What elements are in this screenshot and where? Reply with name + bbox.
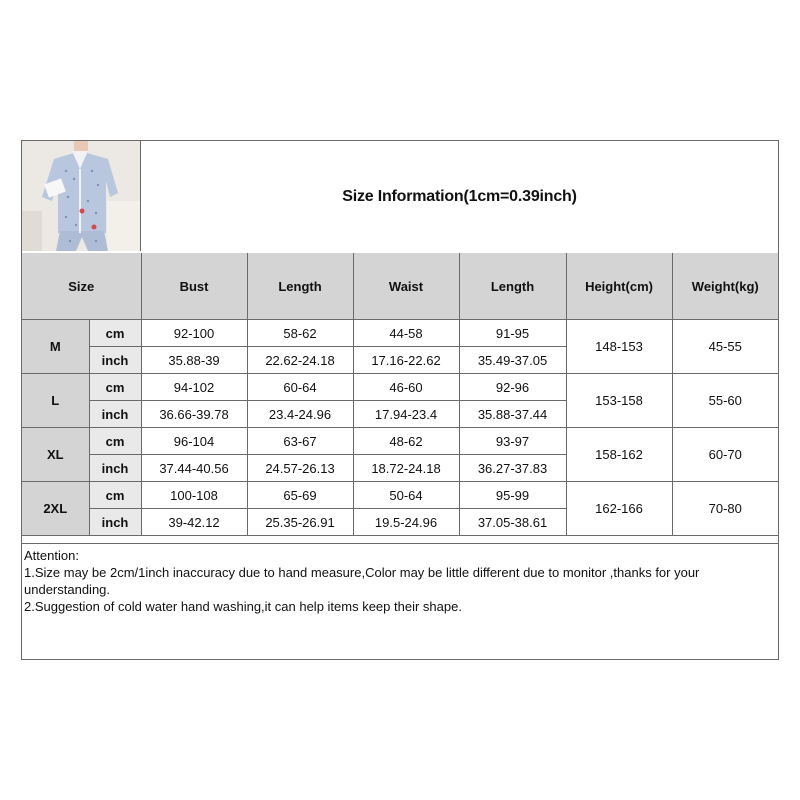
table-header-row (22, 253, 778, 320)
size-table (22, 253, 778, 536)
table-cell: 18.72-24.18 (353, 455, 459, 482)
table-cell: 19.5-24.96 (353, 509, 459, 536)
table-row (22, 320, 778, 347)
note-line-1: 1.Size may be 2cm/1inch inaccuracy due to hand measure,Color may be little different due to monitor ,thanks for your understanding. (24, 565, 700, 597)
table-cell: 65-69 (247, 482, 353, 509)
table-cell: 63-67 (247, 428, 353, 455)
header-pants-length: Length (459, 253, 566, 320)
table-cell: 91-95 (459, 320, 566, 347)
table-cell: 95-99 (459, 482, 566, 509)
size-label: L (22, 374, 89, 428)
unit-label: inch (89, 509, 141, 536)
table-cell: 58-62 (247, 320, 353, 347)
height-cell: 158-162 (566, 428, 672, 482)
unit-label: inch (89, 455, 141, 482)
unit-label: cm (89, 320, 141, 347)
table-row (22, 428, 778, 455)
size-label: M (22, 320, 89, 374)
unit-label: cm (89, 374, 141, 401)
table-cell: 25.35-26.91 (247, 509, 353, 536)
table-cell: 50-64 (353, 482, 459, 509)
size-chart (21, 140, 779, 660)
size-label: XL (22, 428, 89, 482)
height-cell: 153-158 (566, 374, 672, 428)
height-cell: 148-153 (566, 320, 672, 374)
table-cell: 36.27-37.83 (459, 455, 566, 482)
product-photo (22, 141, 141, 251)
header-waist: Waist (353, 253, 459, 320)
table-cell: 60-64 (247, 374, 353, 401)
note-line-2: 2.Suggestion of cold water hand washing,it can help items keep their shape. (24, 599, 462, 614)
table-cell: 92-96 (459, 374, 566, 401)
table-cell: 96-104 (141, 428, 247, 455)
table-cell: 94-102 (141, 374, 247, 401)
table-cell: 23.4-24.96 (247, 401, 353, 428)
table-cell: 93-97 (459, 428, 566, 455)
height-cell: 162-166 (566, 482, 672, 536)
weight-cell: 55-60 (672, 374, 778, 428)
table-cell: 44-58 (353, 320, 459, 347)
header-height: Height(cm) (566, 253, 672, 320)
unit-label: inch (89, 347, 141, 374)
table-cell: 100-108 (141, 482, 247, 509)
unit-label: cm (89, 482, 141, 509)
weight-cell: 60-70 (672, 428, 778, 482)
attention-notes (22, 543, 778, 659)
table-cell: 37.05-38.61 (459, 509, 566, 536)
table-cell: 35.88-39 (141, 347, 247, 374)
table-cell: 35.49-37.05 (459, 347, 566, 374)
table-cell: 46-60 (353, 374, 459, 401)
table-row (22, 374, 778, 401)
header-size: Size (22, 253, 141, 320)
chart-title: Size Information(1cm=0.39inch) (342, 187, 577, 205)
table-cell: 17.16-22.62 (353, 347, 459, 374)
header-bust: Bust (141, 253, 247, 320)
table-cell: 22.62-24.18 (247, 347, 353, 374)
table-cell: 24.57-26.13 (247, 455, 353, 482)
table-cell: 36.66-39.78 (141, 401, 247, 428)
table-cell: 48-62 (353, 428, 459, 455)
header-length: Length (247, 253, 353, 320)
weight-cell: 70-80 (672, 482, 778, 536)
unit-label: cm (89, 428, 141, 455)
table-cell: 92-100 (141, 320, 247, 347)
chart-header-row (22, 141, 778, 254)
size-label: 2XL (22, 482, 89, 536)
notes-heading: Attention: (24, 548, 79, 563)
table-cell: 39-42.12 (141, 509, 247, 536)
table-cell: 37.44-40.56 (141, 455, 247, 482)
table-cell: 17.94-23.4 (353, 401, 459, 428)
table-cell: 35.88-37.44 (459, 401, 566, 428)
table-row (22, 482, 778, 509)
unit-label: inch (89, 401, 141, 428)
pajama-model-image (22, 141, 140, 251)
header-weight: Weight(kg) (672, 253, 778, 320)
weight-cell: 45-55 (672, 320, 778, 374)
